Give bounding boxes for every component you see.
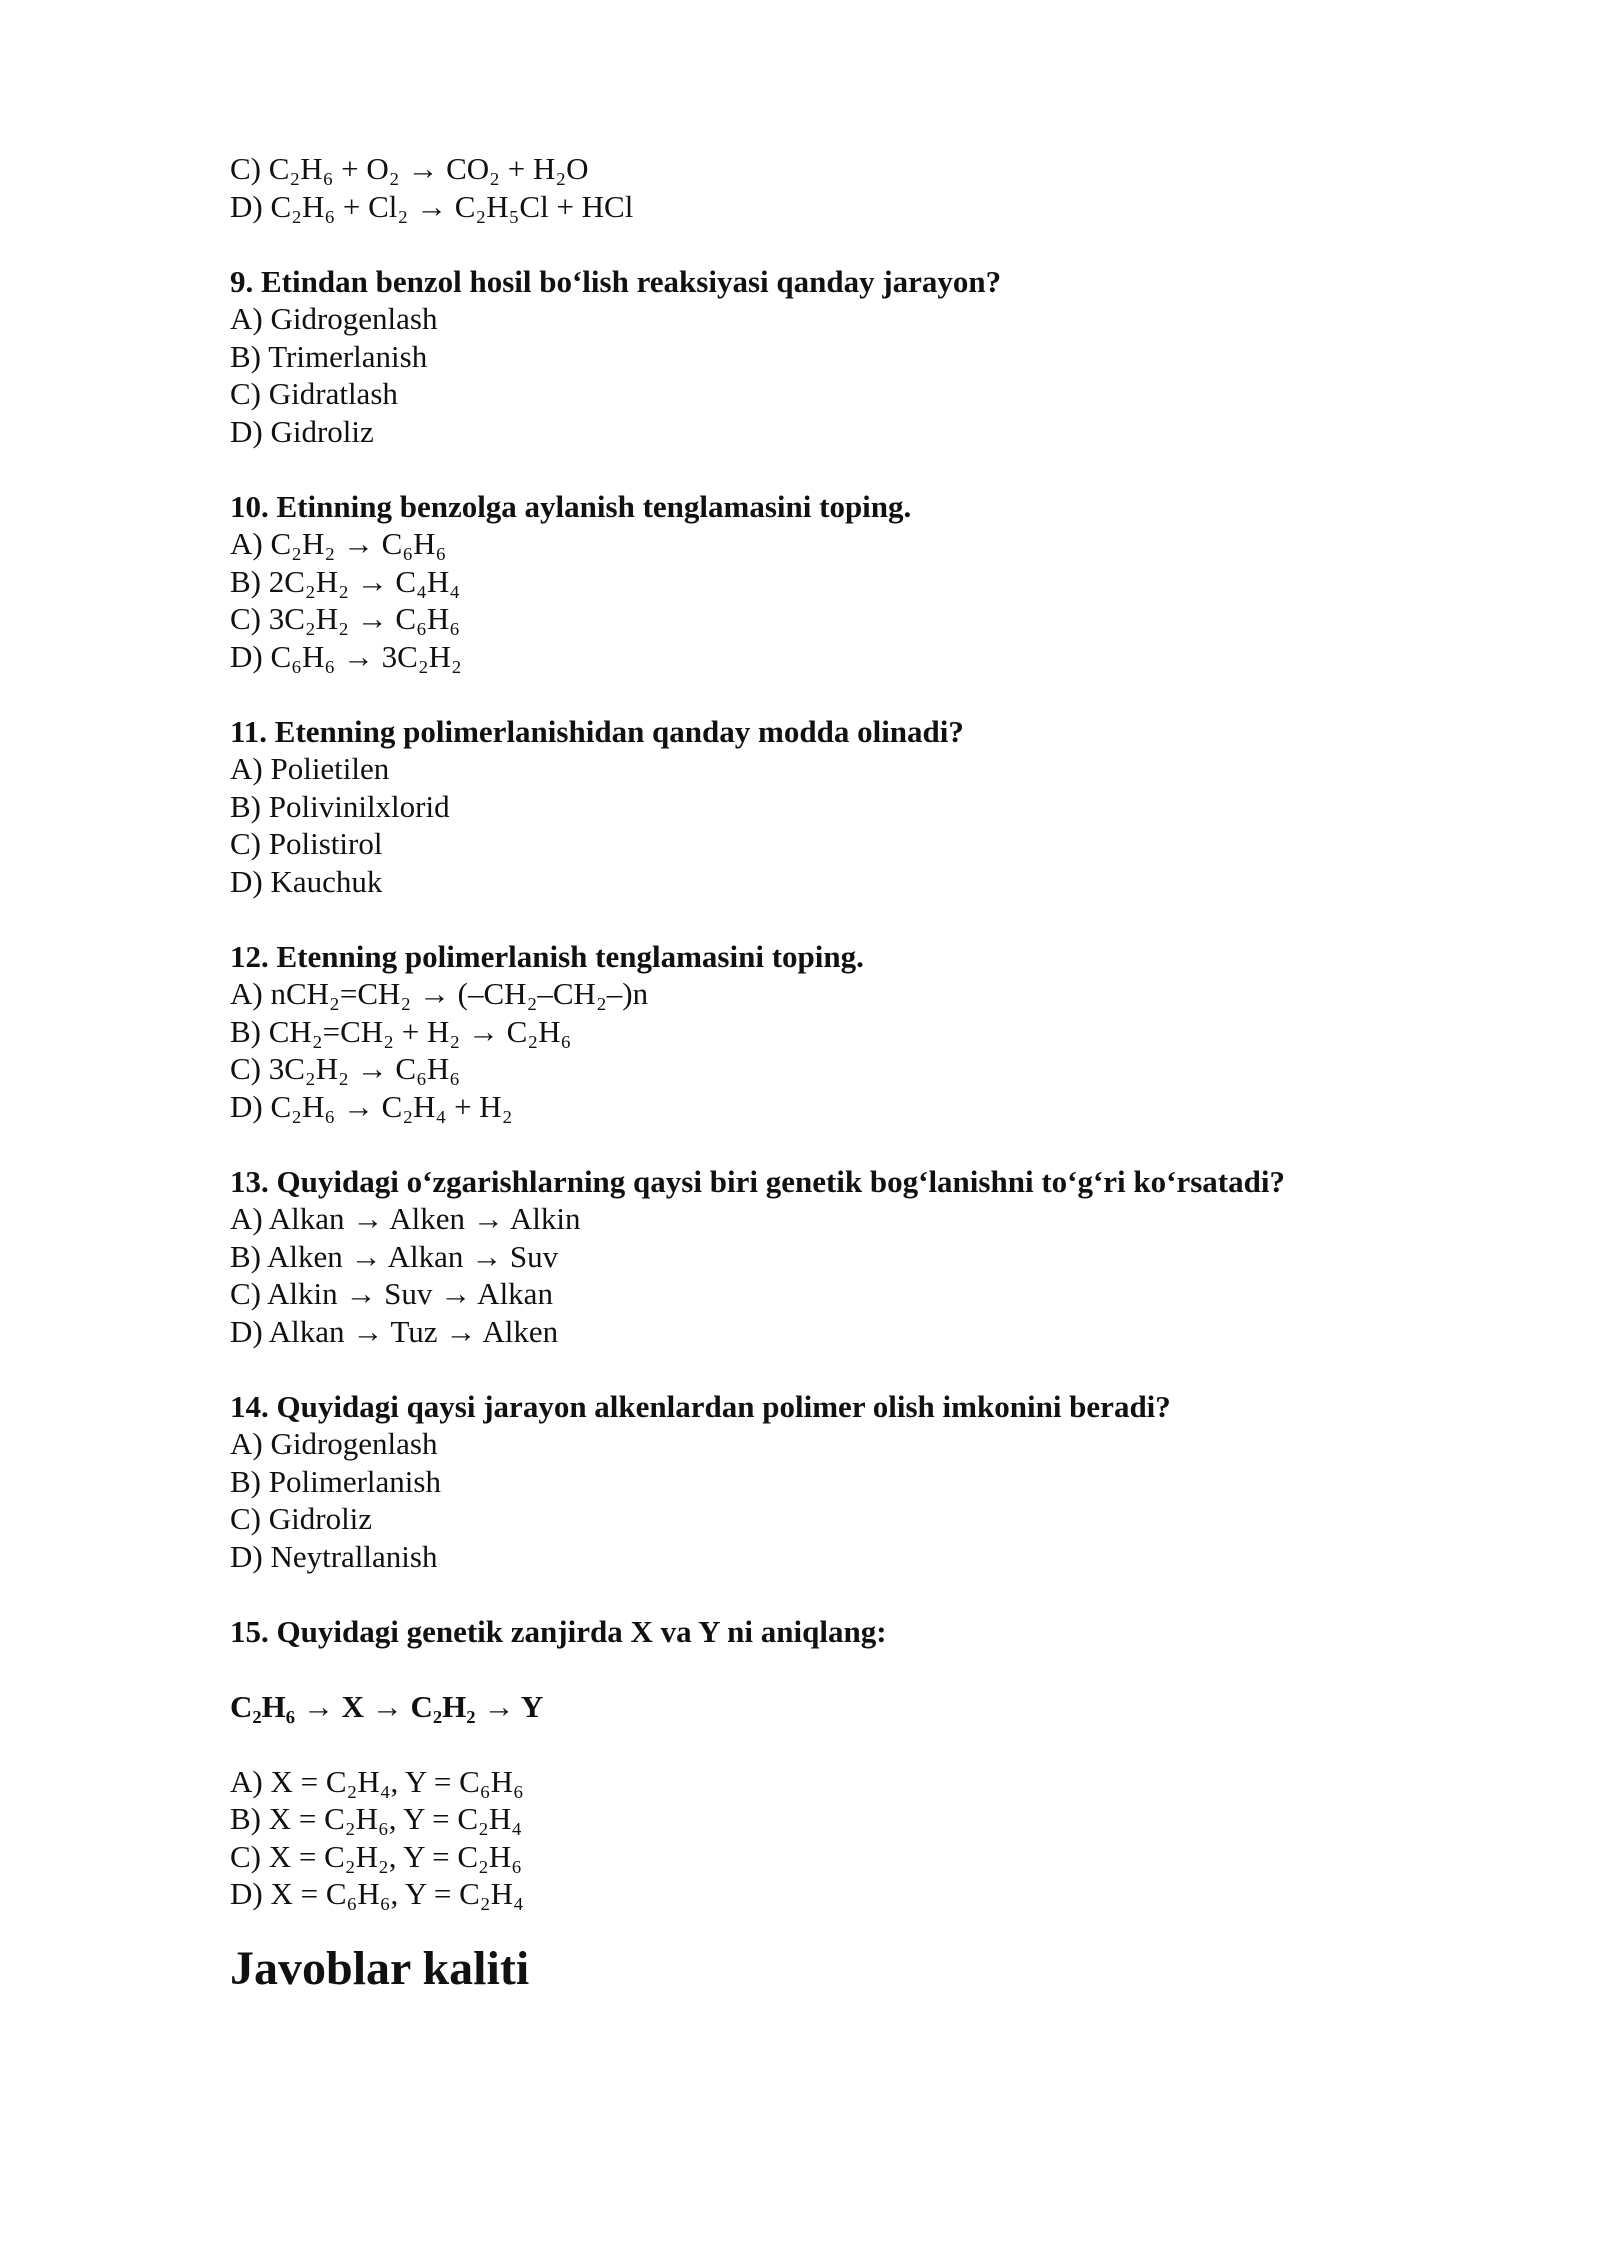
answer-option: B) CH₂=CH₂ + H₂ → C₂H₆ [230, 1013, 572, 1049]
question-title: 10. Etinning benzolga aylanish tenglamasini toping. [230, 488, 912, 524]
spacer [230, 1575, 1430, 1613]
question-title: 9. Etindan benzol hosil bo‘lish reaksiyasi qanday jarayon? [230, 263, 1002, 299]
question-title: 13. Quyidagi o‘zgarishlarning qaysi biri genetik bog‘lanishni to‘g‘ri ko‘rsatadi? [230, 1163, 1285, 1199]
spacer [230, 1350, 1430, 1388]
answer-option: C) Alkin → Suv → Alkan [230, 1276, 553, 1311]
spacer [230, 1650, 1430, 1688]
answer-option: D) Gidroliz [230, 413, 374, 449]
answer-option: A) C₂H₂ → C₆H₆ [230, 526, 447, 561]
answer-option: A) Alkan → Alken → Alkin [230, 1201, 581, 1236]
spacer [230, 900, 1430, 938]
answer-option: A) nCH₂=CH₂ → (–CH₂–CH₂–)n [230, 976, 649, 1011]
answer-option: C) 3C₂H₂ → C₆H₆ [230, 601, 461, 636]
spacer [230, 1725, 1430, 1763]
answer-option: B) Trimerlanish [230, 338, 428, 374]
spacer [230, 225, 1430, 263]
answer-option: C) Polistirol [230, 826, 383, 861]
answer-option: C) X = C₂H₂, Y = C₂H₆ [230, 1838, 523, 1874]
question-title: 14. Quyidagi qaysi jarayon alkenlardan polimer olish imkonini beradi? [230, 1388, 1171, 1424]
genetic-chain: C₂H₆ → X → C₂H₂ → Y [230, 1688, 544, 1724]
answer-key-heading: Javoblar kaliti [230, 1941, 530, 1995]
question-title: 11. Etenning polimerlanishidan qanday modda olinadi? [230, 713, 964, 749]
answer-option: A) X = C₂H₄, Y = C₆H₆ [230, 1763, 524, 1799]
option-line: C) C₂H₆ + O₂ → CO₂ + H₂O [230, 151, 589, 186]
answer-option: C) Gidratlash [230, 376, 398, 411]
answer-option: C) 3C₂H₂ → C₆H₆ [230, 1051, 461, 1086]
answer-option: D) X = C₆H₆, Y = C₂H₄ [230, 1876, 524, 1911]
answer-option: D) C₂H₆ → C₂H₄ + H₂ [230, 1088, 513, 1124]
answer-option: A) Polietilen [230, 751, 390, 786]
answer-option: C) Gidroliz [230, 1501, 373, 1536]
spacer [230, 1125, 1430, 1163]
question-title: 12. Etenning polimerlanish tenglamasini toping. [230, 938, 864, 974]
spacer [230, 675, 1430, 713]
answer-option: A) Gidrogenlash [230, 301, 438, 336]
answer-option: B) Polivinilxlorid [230, 788, 450, 824]
answer-option: A) Gidrogenlash [230, 1426, 438, 1461]
answer-option: B) Alken → Alkan → Suv [230, 1238, 559, 1274]
document-page [230, 150, 1430, 1997]
answer-option: B) 2C₂H₂ → C₄H₄ [230, 563, 461, 599]
answer-option: B) Polimerlanish [230, 1463, 441, 1499]
answer-option: D) C₆H₆ → 3C₂H₂ [230, 638, 462, 674]
spacer [230, 450, 1430, 488]
answer-option: D) Neytrallanish [230, 1538, 438, 1574]
answer-option: D) Kauchuk [230, 863, 383, 899]
option-line: D) C₂H₆ + Cl₂ → C₂H₅Cl + HCl [230, 188, 634, 224]
answer-option: D) Alkan → Tuz → Alken [230, 1313, 559, 1349]
question-title: 15. Quyidagi genetik zanjirda X va Y ni aniqlang: [230, 1613, 887, 1649]
answer-option: B) X = C₂H₆, Y = C₂H₄ [230, 1801, 523, 1836]
